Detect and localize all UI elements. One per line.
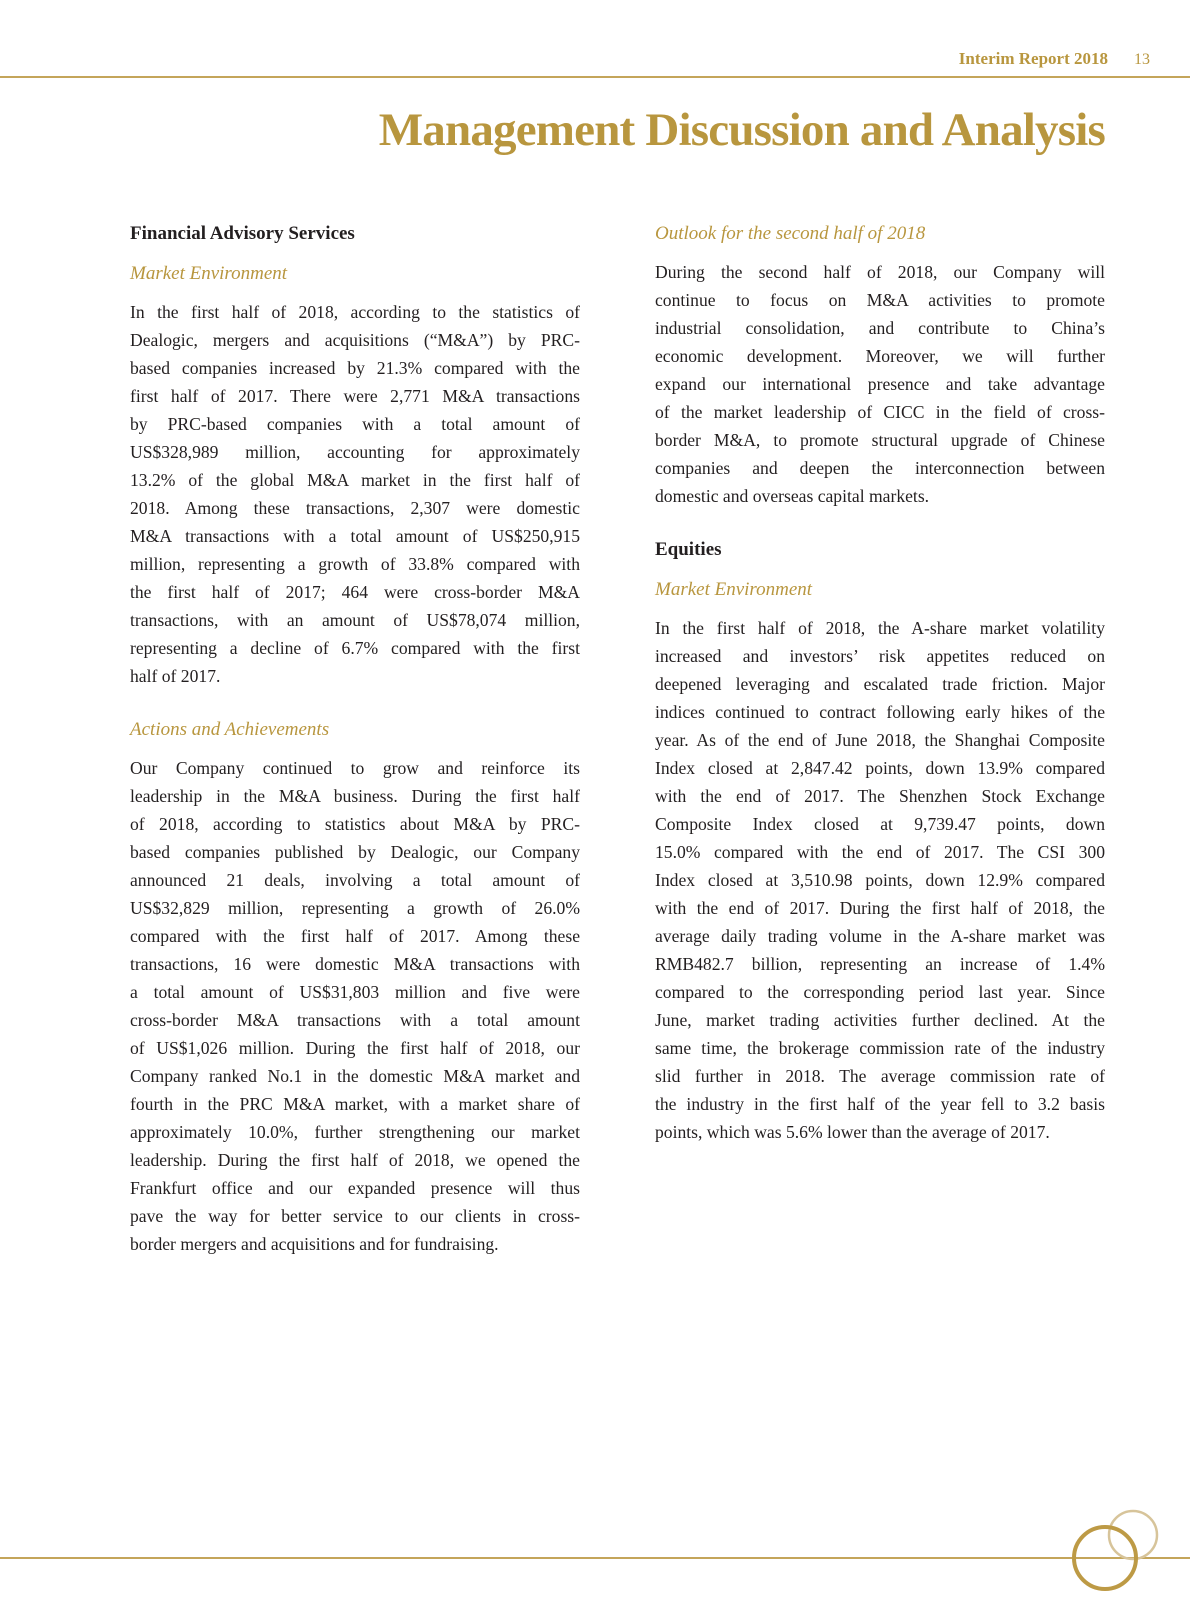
text-line: points, which was 5.6% lower than the average of 2017. [655, 1122, 1050, 1142]
text-line: based companies increased by 21.3% compared with the [130, 358, 580, 378]
text-line: continue to focus on M&A activities to promote [655, 290, 1105, 310]
text-line: expand our international presence and take advantage [655, 374, 1105, 394]
text-line: US$32,829 million, representing a growth of 26.0% [130, 898, 580, 918]
text-line: Index closed at 2,847.42 points, down 13.9% compared [655, 758, 1105, 778]
text-line: economic development. Moreover, we will further [655, 346, 1105, 366]
text-line: 13.2% of the global M&A market in the first half of [130, 470, 580, 490]
text-line: slid further in 2018. The average commission rate of [655, 1066, 1105, 1086]
text-line: same time, the brokerage commission rate of the industry [655, 1038, 1105, 1058]
page-number: 13 [1134, 51, 1150, 68]
text-line: based companies published by Dealogic, our Company [130, 842, 580, 862]
text-line: 2018. Among these transactions, 2,307 were domestic [130, 498, 580, 518]
text-line: domestic and overseas capital markets. [655, 486, 930, 506]
text-line: Frankfurt office and our expanded presence will thus [130, 1178, 580, 1198]
text-line: by PRC-based companies with a total amount of [130, 414, 580, 434]
footer-rule [0, 1557, 1190, 1559]
text-line: indices continued to contract following early hikes of the [655, 702, 1105, 722]
text-line: June, market trading activities further declined. At the [655, 1010, 1105, 1030]
text-line: first half of 2017. There were 2,771 M&A transactions [130, 386, 580, 406]
text-line: M&A transactions with a total amount of US$250,915 [130, 526, 580, 546]
text-line: million, representing a growth of 33.8% compared with [130, 554, 580, 574]
subheading-market-environment: Market Environment [130, 263, 288, 284]
text-line: In the first half of 2018, the A-share market volatility [655, 618, 1105, 638]
text-line: RMB482.7 billion, representing an increase of 1.4% [655, 954, 1105, 974]
text-line: transactions, with an amount of US$78,074 million, [130, 610, 580, 630]
paragraph-market-environment [130, 298, 580, 690]
running-head [959, 49, 1150, 75]
text-line: In the first half of 2018, according to the statistics of [130, 302, 580, 322]
subheading-equities-market-environment: Market Environment [655, 579, 813, 600]
text-line: Company ranked No.1 in the domestic M&A market and [130, 1066, 580, 1086]
text-line: leadership. During the first half of 2018, we opened the [130, 1150, 580, 1170]
text-line: year. As of the end of June 2018, the Shanghai Composite [655, 730, 1105, 750]
paragraph-actions-achievements [130, 754, 580, 1258]
text-line: increased and investors’ risk appetites reduced on [655, 646, 1105, 666]
text-line: deepened leveraging and escalated trade friction. Major [655, 674, 1105, 694]
left-column [130, 220, 580, 1258]
text-line: a total amount of US$31,803 million and five were [130, 982, 580, 1002]
subheading-actions-achievements: Actions and Achievements [130, 719, 330, 740]
text-line: approximately 10.0%, further strengthening our market [130, 1122, 580, 1142]
header-rule [0, 76, 1190, 78]
text-line: industrial consolidation, and contribute to China’s [655, 318, 1105, 338]
text-line: the first half of 2017; 464 were cross-border M&A [130, 582, 580, 602]
text-line: of US$1,026 million. During the first half of 2018, our [130, 1038, 580, 1058]
paragraph-equities-market-environment [655, 614, 1105, 1146]
text-line: During the second half of 2018, our Company will [655, 262, 1105, 282]
text-line: half of 2017. [130, 666, 221, 686]
text-line: Composite Index closed at 9,739.47 points, down [655, 814, 1105, 834]
text-line: average daily trading volume in the A-share market was [655, 926, 1105, 946]
text-line: announced 21 deals, involving a total amount of [130, 870, 580, 890]
page-title: Management Discussion and Analysis [378, 104, 1105, 156]
section-title-financial-advisory: Financial Advisory Services [130, 223, 355, 244]
text-line: border M&A, to promote structural upgrade of Chinese [655, 430, 1105, 450]
text-line: US$328,989 million, accounting for approximately [130, 442, 580, 462]
text-line: of 2018, according to statistics about M&A by PRC- [130, 814, 580, 834]
paragraph-outlook [655, 258, 1105, 510]
report-title: Interim Report 2018 [958, 49, 1108, 68]
text-line: companies and deepen the interconnection between [655, 458, 1105, 478]
text-line: 15.0% compared with the end of 2017. The CSI 300 [655, 842, 1105, 862]
interlocking-rings-icon [1060, 1490, 1190, 1615]
text-line: compared with the first half of 2017. Among these [130, 926, 580, 946]
text-line: compared to the corresponding period last year. Since [655, 982, 1105, 1002]
text-line: Dealogic, mergers and acquisitions (“M&A”) by PRC- [130, 330, 580, 350]
small-ring [1109, 1511, 1157, 1559]
section-title-equities: Equities [655, 539, 722, 560]
right-column [655, 220, 1105, 1146]
text-line: with the end of 2017. During the first half of 2018, the [655, 898, 1105, 918]
text-line: with the end of 2017. The Shenzhen Stock Exchange [655, 786, 1105, 806]
text-line: pave the way for better service to our clients in cross- [130, 1206, 580, 1226]
text-line: of the market leadership of CICC in the field of cross- [655, 402, 1105, 422]
text-line: transactions, 16 were domestic M&A transactions with [130, 954, 580, 974]
text-line: fourth in the PRC M&A market, with a market share of [130, 1094, 580, 1114]
text-line: representing a decline of 6.7% compared with the first [130, 638, 580, 658]
text-line: border mergers and acquisitions and for fundraising. [130, 1234, 499, 1254]
subheading-outlook: Outlook for the second half of 2018 [655, 223, 926, 244]
text-line: cross-border M&A transactions with a total amount [130, 1010, 580, 1030]
text-line: leadership in the M&A business. During the first half [130, 786, 580, 806]
text-line: the industry in the first half of the year fell to 3.2 basis [655, 1094, 1105, 1114]
text-line: Index closed at 3,510.98 points, down 12.9% compared [655, 870, 1105, 890]
text-line: Our Company continued to grow and reinforce its [130, 758, 580, 778]
